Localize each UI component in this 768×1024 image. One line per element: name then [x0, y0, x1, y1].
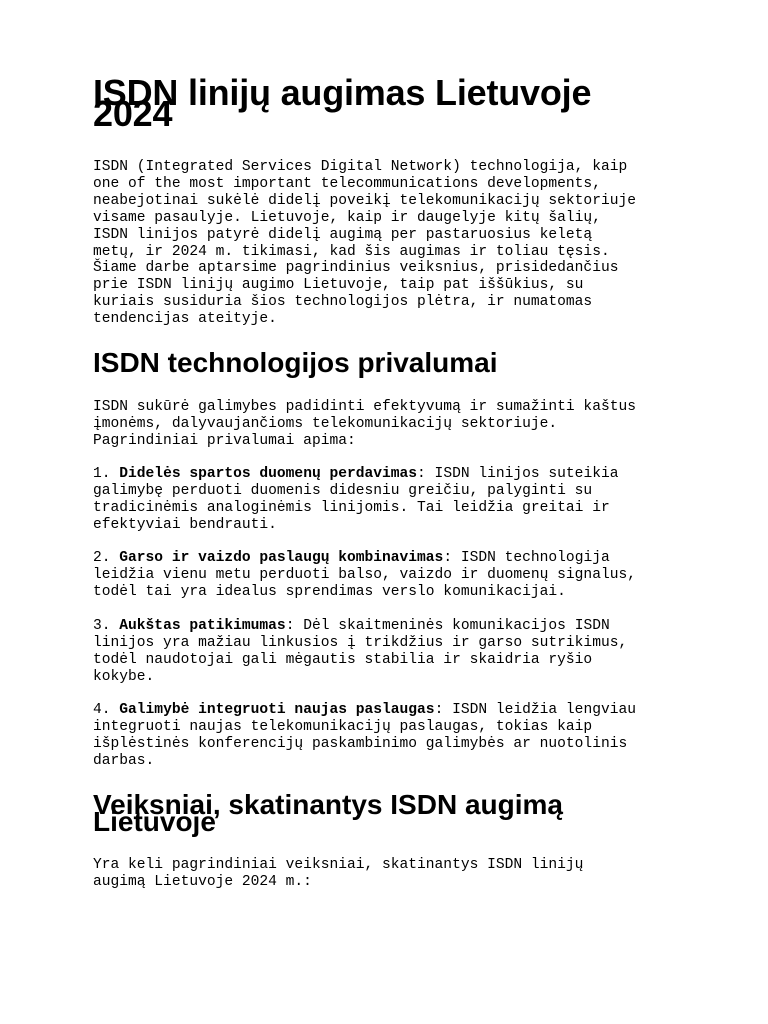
text-line: linijos yra mažiau linkusios į trikdžius ir garso sutrikimus, — [93, 634, 628, 651]
text-line: efektyviai bendrauti. — [93, 516, 277, 533]
text-line: integruoti naujas telekomunikacijų paslaugas, tokias kaip — [93, 718, 593, 735]
list-item-term: Didelės spartos duomenų perdavimas — [119, 466, 418, 482]
list-item-term: Garso ir vaizdo paslaugų kombinavimas — [119, 550, 444, 566]
text-line: one of the most important telecommunications developments, — [93, 175, 601, 192]
text-line: augimą Lietuvoje 2024 m.: — [93, 873, 312, 890]
list-number: 1. — [93, 466, 120, 482]
text-line: Pagrindiniai privalumai apima: — [93, 432, 356, 449]
text-line: : ISDN leidžia lengviau — [434, 702, 636, 718]
page-title: ISDN linijų augimas Lietuvoje 2024 — [93, 72, 592, 134]
text-line: todėl tai yra idealus sprendimas verslo komunikacijai. — [93, 583, 566, 600]
list-number: 4. — [93, 702, 120, 718]
text-line: : ISDN linijos suteikia — [417, 466, 619, 482]
text-line: leidžia vienu metu perduoti balso, vaizdo ir duomenų signalus, — [93, 566, 636, 583]
factors-intro-paragraph — [93, 857, 583, 891]
intro-paragraph — [93, 159, 636, 328]
text-line: visame pasaulyje. Lietuvoje, kaip ir daugelyje kitų šalių, — [93, 209, 601, 226]
text-line: Šiame darbe aptarsime pagrindinius veiksnius, prisidedančius — [93, 260, 619, 277]
list-item-1 — [93, 466, 618, 534]
list-item-4 — [93, 702, 636, 770]
text-line: Yra keli pagrindiniai veiksniai, skatinantys ISDN linijų — [93, 857, 584, 873]
section-heading-factors: Veiksniai, skatinantys ISDN augimą Lietuvoje — [93, 789, 563, 837]
section-heading-advantages: ISDN technologijos privalumai — [93, 347, 498, 378]
list-item-term: Aukštas patikimumas — [119, 618, 286, 634]
text-line: prie ISDN linijų augimo Lietuvoje, taip pat iššūkius, su — [93, 277, 584, 294]
list-item-3 — [93, 618, 627, 686]
text-line: išplėstinės konferencijų paskambinimo galimybės ar nuotolinis — [93, 735, 628, 752]
text-line: galimybę perduoti duomenis didesniu greičiu, palyginti su — [93, 482, 593, 499]
text-line: neabejotinai sukėlė didelį poveikį telekomunikacijų sektoriuje — [93, 192, 636, 209]
text-line: ISDN (Integrated Services Digital Network) technologija, kaip — [93, 159, 628, 175]
list-number: 3. — [93, 618, 120, 634]
advantages-intro-paragraph — [93, 399, 636, 450]
list-item-2 — [93, 550, 636, 601]
list-item-term: Galimybė integruoti naujas paslaugas — [119, 702, 435, 718]
text-line: ISDN sukūrė galimybes padidinti efektyvumą ir sumažinti kaštus — [93, 399, 636, 415]
text-line: tendencijas ateityje. — [93, 311, 277, 328]
text-line: ISDN linijos patyrė didelį augimą per pastaruosius keletą — [93, 226, 593, 243]
text-line: įmonėms, dalyvaujančioms telekomunikacijų sektoriuje. — [93, 415, 558, 432]
list-number: 2. — [93, 550, 120, 566]
text-line: : Dėl skaitmeninės komunikacijos ISDN — [285, 618, 610, 634]
text-line: todėl naudotojai gali mėgautis stabilia ir skaidria ryšio — [93, 651, 593, 668]
text-line: kuriais susiduria šios technologijos plėtra, ir numatomas — [93, 294, 593, 311]
text-line: : ISDN technologija — [443, 550, 610, 566]
text-line: metų, ir 2024 m. tikimasi, kad šis augimas ir toliau tęsis. — [93, 243, 610, 260]
text-line: kokybe. — [93, 668, 155, 685]
text-line: darbas. — [93, 752, 155, 769]
text-line: tradicinėmis analoginėmis linijomis. Tai leidžia greitai ir — [93, 499, 610, 516]
